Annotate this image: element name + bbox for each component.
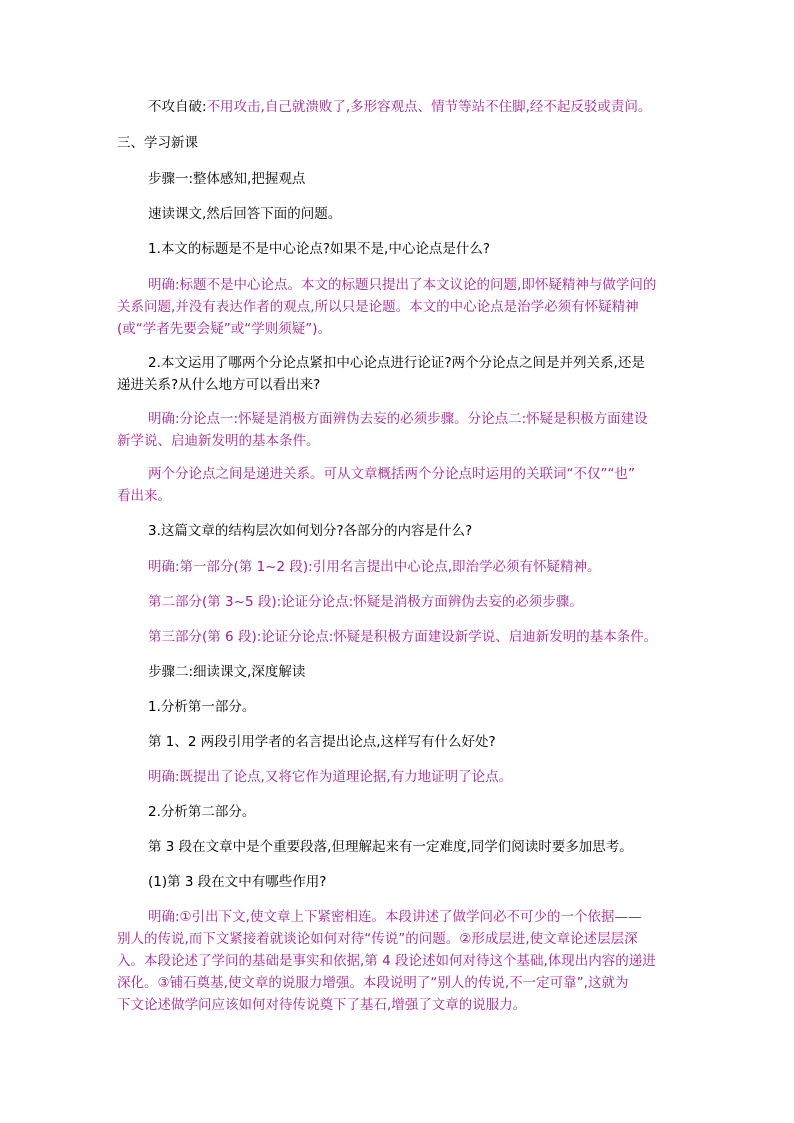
- question-3: 3.这篇文章的结构层次如何划分?各部分的内容是什么?: [148, 523, 473, 539]
- question-1: 1.本文的标题是不是中心论点?如果不是,中心论点是什么?: [148, 241, 491, 257]
- answer-3-part3: 第三部分(第 6 段):论证分论点:怀疑是积极方面建设新学说、启迪新发明的基本条件。: [148, 629, 658, 645]
- answer-3-part1: 明确:第一部分(第 1~2 段):引用名言提出中心论点,即治学必须有怀疑精神。: [148, 559, 601, 575]
- part2-answer-line: 别人的传说,而下文紧接着就谈论如何对待“传说”的问题。②形成层进,使文章论述层层深: [117, 931, 638, 947]
- intro-definition: 不用攻击,自己就溃败了,多形容观点、情节等站不住脚,经不起反驳或责问。: [206, 99, 652, 115]
- part1-answer: 明确:既提出了论点,又将它作为道理论据,有力地证明了论点。: [148, 769, 513, 785]
- part1-question: 第 1、2 两段引用学者的名言提出论点,这样写有什么好处?: [148, 734, 496, 750]
- answer-3-part2: 第二部分(第 3~5 段):论证分论点:怀疑是消极方面辨伪去妄的必须步骤。: [148, 594, 583, 610]
- section-heading: 三、学习新课: [117, 135, 198, 151]
- part2-answer: [117, 906, 688, 1016]
- answer-1-line: 明确:标题不是中心论点。本文的标题只提出了本文议论的问题,即怀疑精神与做学问的: [148, 277, 657, 293]
- part2-answer-line: 深化。③铺石奠基,使文章的说服力增强。本段说明了“别人的传说,不一定可靠”,这就为: [117, 975, 629, 991]
- answer-1-line: 关系问题,并没有表达作者的观点,所以只是论题。本文的中心论点是治学必须有怀疑精神: [117, 299, 639, 315]
- answer-1: [117, 274, 688, 340]
- part2-question: (1)第 3 段在文中有哪些作用?: [148, 874, 327, 890]
- question-2-line: 2.本文运用了哪两个分论点紧扣中心论点进行论证?两个分论点之间是并列关系,还是: [148, 355, 645, 371]
- part2-intro: 第 3 段在文章中是个重要段落,但理解起来有一定难度,同学们阅读时要多加思考。: [148, 839, 633, 855]
- intro-term: 不攻自破:: [148, 99, 207, 115]
- part2-heading: 2.分析第二部分。: [148, 804, 256, 820]
- question-2-line: 递进关系?从什么地方可以看出来?: [117, 377, 321, 393]
- answer-2-line: 新学说、启迪新发明的基本条件。: [117, 433, 320, 449]
- part2-answer-line: 入。本段论述了学问的基础是事实和依据,第 4 段论述如何对待这个基础,体现出内容的递进: [117, 953, 656, 969]
- part2-answer-line: 明确:①引出下文,使文章上下紧密相连。本段讲述了做学问必不可少的一个依据——: [148, 909, 642, 925]
- answer-2-relation-line: 两个分论点之间是递进关系。可从文章概括两个分论点时运用的关联词“不仅”“也”: [148, 466, 635, 482]
- answer-2-relation-line: 看出来。: [117, 488, 171, 504]
- answer-2-relation: [117, 463, 688, 507]
- step1-instruction: 速读课文,然后回答下面的问题。: [148, 206, 342, 222]
- step1-title: 步骤一:整体感知,把握观点: [148, 171, 306, 187]
- question-2: [117, 352, 688, 396]
- answer-1-line: (或“学者先要会疑”或“学则须疑”)。: [117, 321, 332, 337]
- answer-2-line: 明确:分论点一:怀疑是消极方面辨伪去妄的必须步骤。分论点二:怀疑是积极方面建设: [148, 411, 648, 427]
- part2-answer-line: 下文论述做学问应该如何对待传说奠下了基石,增强了文章的说服力。: [117, 997, 527, 1013]
- intro-paragraph: [148, 96, 688, 118]
- answer-2: [117, 408, 688, 452]
- step2-title: 步骤二:细读课文,深度解读: [148, 664, 306, 680]
- part1-heading: 1.分析第一部分。: [148, 699, 256, 715]
